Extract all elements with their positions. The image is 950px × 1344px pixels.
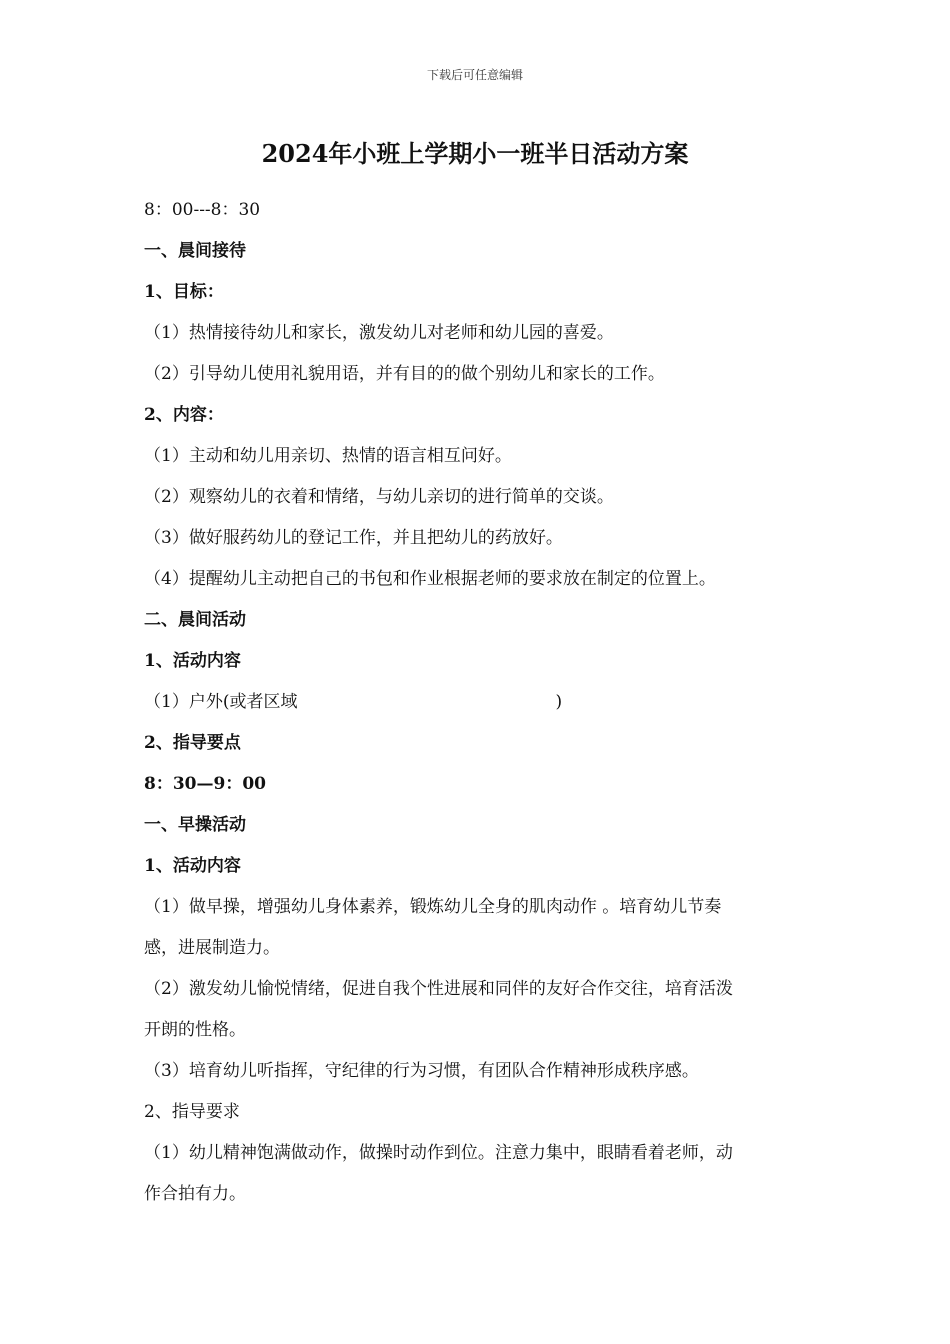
document-body	[144, 196, 814, 1221]
list-item: （1）热情接待幼儿和家长，激发幼儿对老师和幼儿园的喜爱。	[144, 323, 614, 343]
section-heading: 二、晨间活动	[144, 610, 246, 630]
closing-paren: )	[555, 692, 563, 712]
list-item: （1）做早操，增强幼儿身体素养，锻炼幼儿全身的肌肉动作 。培育幼儿节奏	[144, 897, 722, 917]
list-item-continuation: 感，进展制造力。	[144, 938, 280, 958]
subsection-heading: 2、指导要求	[144, 1102, 240, 1122]
list-item: （1）主动和幼儿用亲切、热情的语言相互问好。	[144, 446, 512, 466]
section-heading: 一、早操活动	[144, 815, 246, 835]
subsection-heading: 2、指导要点	[144, 733, 241, 753]
list-item: （4）提醒幼儿主动把自己的书包和作业根据老师的要求放在制定的位置上。	[144, 569, 716, 589]
list-item: （1）幼儿精神饱满做动作，做操时动作到位。注意力集中，眼睛看着老师，动	[144, 1143, 733, 1163]
subsection-heading: 1、活动内容	[144, 856, 241, 876]
time-slot-2: 8：30—9：00	[144, 774, 266, 794]
section-heading: 一、晨间接待	[144, 241, 246, 261]
subsection-heading: 2、内容：	[144, 405, 224, 425]
subsection-heading: 1、活动内容	[144, 651, 241, 671]
page-title: 2024年小班上学期小一班半日活动方案	[261, 139, 689, 168]
list-item: （2）观察幼儿的衣着和情绪，与幼儿亲切的进行简单的交谈。	[144, 487, 614, 507]
list-item: （2）引导幼儿使用礼貌用语，并有目的的做个别幼儿和家长的工作。	[144, 364, 665, 384]
subsection-heading: 1、目标：	[144, 282, 224, 302]
time-slot-1: 8：00---8：30	[144, 200, 261, 220]
list-item-continuation: 开朗的性格。	[144, 1020, 246, 1040]
page-header: 下载后可任意编辑	[426, 68, 523, 82]
list-item: （3）做好服药幼儿的登记工作，并且把幼儿的药放好。	[144, 528, 563, 548]
list-item: （3）培育幼儿听指挥，守纪律的行为习惯，有团队合作精神形成秩序感。	[144, 1061, 699, 1081]
list-item: （2）激发幼儿愉悦情绪，促进自我个性进展和同伴的友好合作交往，培育活泼	[144, 979, 733, 999]
list-item	[144, 688, 814, 729]
list-item-text: （1）户外(或者区域	[144, 692, 298, 712]
list-item-continuation: 作合拍有力。	[144, 1184, 246, 1204]
